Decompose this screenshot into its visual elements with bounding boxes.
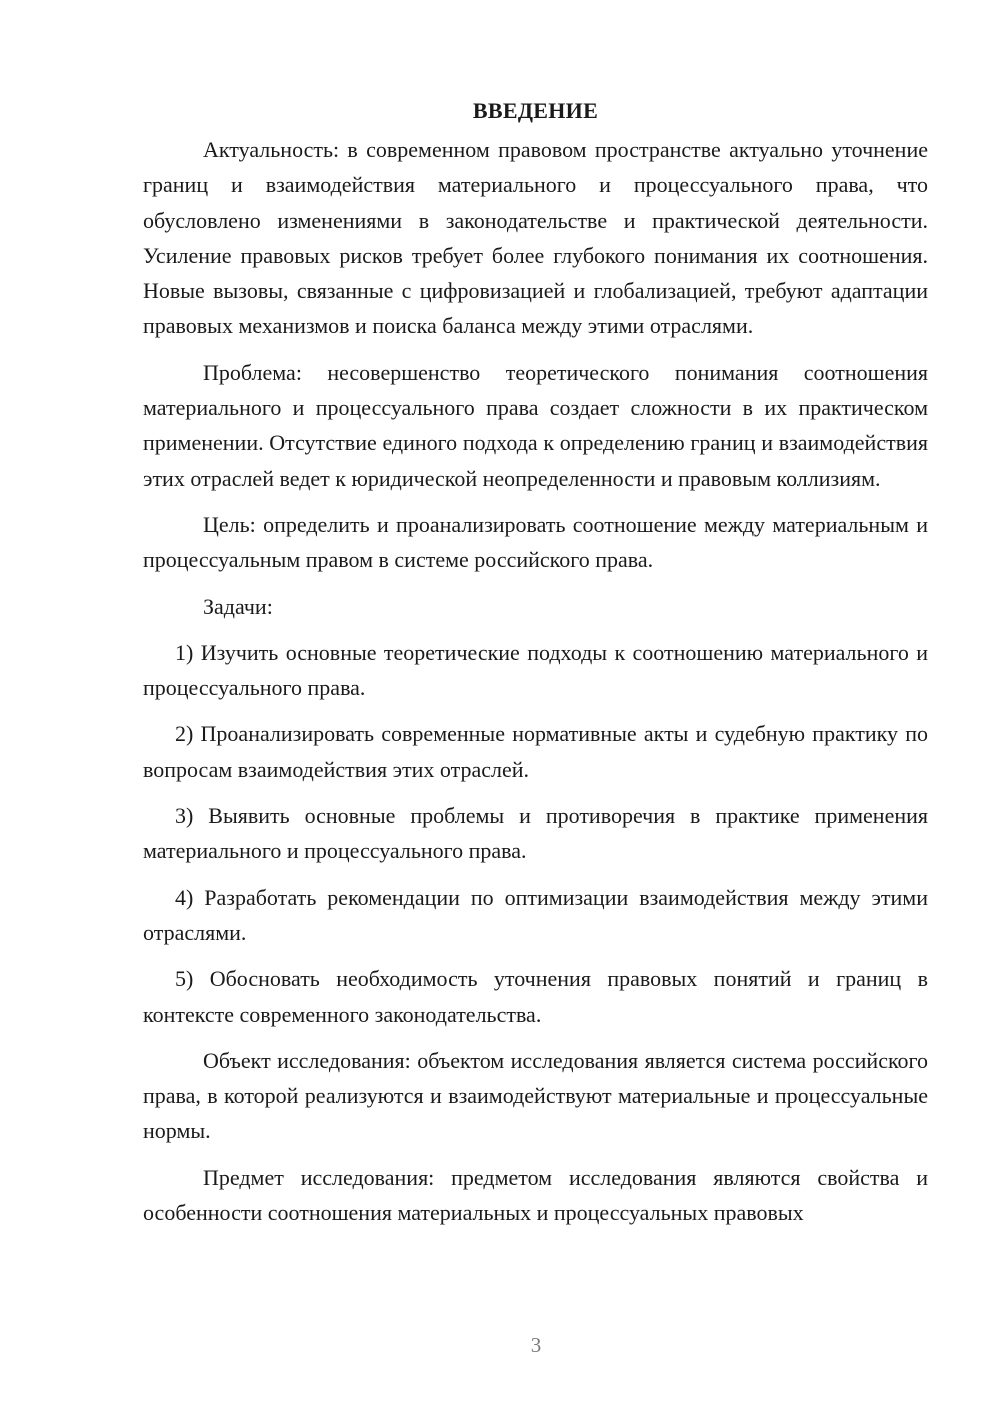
task-item-3: 3) Выявить основные проблемы и противоречия в практике применения материального и процессуального права. [143, 803, 928, 864]
task-item-5: 5) Обосновать необходимость уточнения правовых понятий и границ в контексте современного законодательства. [143, 966, 928, 1027]
page-number: 3 [530, 1333, 542, 1357]
paragraph-object: Объект исследования: объектом исследования является система российского права, в которой реализуются и взаимодействуют материальные и процессуальные нормы. [143, 1047, 928, 1144]
paragraph-relevance: Актуальность: в современном правовом пространстве актуально уточнение границ и взаимодействия материального и процессуального права, что обусловлено изменениями в законодательстве и практической деятельности. Усиление правовых рисков требует более глубокого понимания их соотношения. Новые вызовы, связанные с цифровизацией и глобализацией, требуют адаптации правовых механизмов и поиска баланса между этими отраслями. [143, 137, 928, 339]
task-item-4: 4) Разработать рекомендации по оптимизации взаимодействия между этими отраслями. [143, 884, 928, 945]
task-item-1: 1) Изучить основные теоретические подходы к соотношению материального и процессуального права. [143, 639, 928, 701]
paragraph-goal: Цель: определить и проанализировать соотношение между материальным и процессуальным правом в системе российского права. [143, 511, 928, 573]
task-item-2: 2) Проанализировать современные нормативные акты и судебную практику по вопросам взаимодействия этих отраслей. [143, 721, 928, 782]
paragraph-subject: Предмет исследования: предметом исследования являются свойства и особенности соотношения материальных и процессуальных правовых [143, 1164, 928, 1226]
paragraph-tasks-heading: Задачи: [203, 593, 273, 619]
page-title: ВВЕДЕНИЕ [472, 98, 599, 123]
document-page [143, 96, 928, 1241]
paragraph-problem: Проблема: несовершенство теоретического понимания соотношения материального и процессуального права создает сложности в их практическом применении. Отсутствие единого подхода к определению границ и взаимодействия этих отраслей ведет к юридической неопределенности и правовым коллизиям. [143, 359, 928, 491]
